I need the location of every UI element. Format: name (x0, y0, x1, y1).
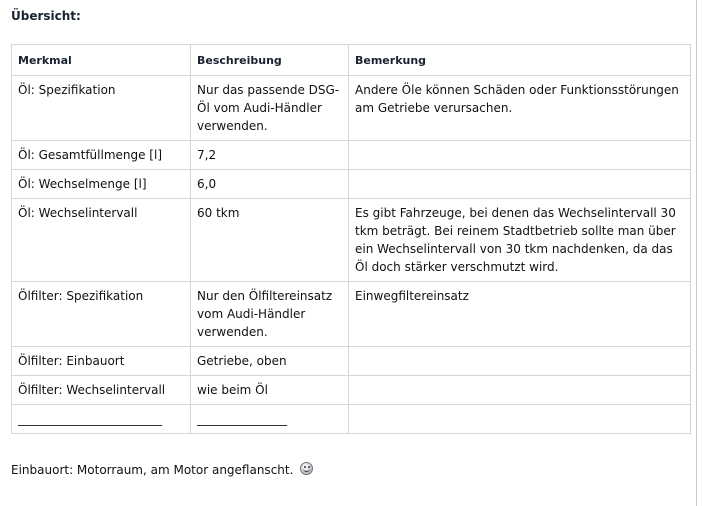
table-cell-bemerkung (349, 376, 691, 405)
table-cell-beschreibung: 7,2 (191, 141, 349, 170)
table-cell-merkmal: Öl: Wechselmenge [l] (12, 170, 191, 199)
column-header-merkmal: Merkmal (12, 45, 191, 76)
table-row (12, 282, 691, 347)
table-cell-beschreibung: _______________ (191, 405, 349, 434)
table-cell-beschreibung: wie beim Öl (191, 376, 349, 405)
smiley-icon (300, 462, 313, 475)
table-row (12, 376, 691, 405)
table-cell-bemerkung: Einwegfiltereinsatz (349, 282, 691, 347)
footnote (11, 462, 313, 477)
table-cell-merkmal: Ölfilter: Wechselintervall (12, 376, 191, 405)
table-row (12, 405, 691, 434)
table-row (12, 170, 691, 199)
table-row (12, 141, 691, 170)
column-header-bemerkung: Bemerkung (349, 45, 691, 76)
table-cell-bemerkung: Andere Öle können Schäden oder Funktionsstörungen am Getriebe verursachen. (349, 76, 691, 141)
table-cell-merkmal: Öl: Gesamtfüllmenge [l] (12, 141, 191, 170)
table-cell-merkmal: ________________________ (12, 405, 191, 434)
footnote-text: Einbauort: Motorraum, am Motor angeflanscht. (11, 463, 294, 477)
table-cell-bemerkung (349, 347, 691, 376)
table-cell-bemerkung (349, 141, 691, 170)
table-cell-beschreibung: Nur das passende DSG-Öl vom Audi-Händler verwenden. (191, 76, 349, 141)
table-cell-bemerkung (349, 405, 691, 434)
table-row (12, 76, 691, 141)
table-cell-beschreibung: Nur den Ölfiltereinsatz vom Audi-Händler verwenden. (191, 282, 349, 347)
table-row (12, 347, 691, 376)
overview-table (11, 44, 691, 434)
page-heading: Übersicht: (11, 9, 81, 23)
table-cell-merkmal: Öl: Wechselintervall (12, 199, 191, 282)
table-cell-bemerkung (349, 170, 691, 199)
table-cell-beschreibung: 60 tkm (191, 199, 349, 282)
table-cell-merkmal: Öl: Spezifikation (12, 76, 191, 141)
table-cell-beschreibung: 6,0 (191, 170, 349, 199)
column-header-beschreibung: Beschreibung (191, 45, 349, 76)
table-row (12, 199, 691, 282)
table-cell-bemerkung: Es gibt Fahrzeuge, bei denen das Wechselintervall 30 tkm beträgt. Bei reinem Stadtbetrieb sollte man über ein Wechselintervall von 30 tkm nachdenken, da das Öl doch stärker verschmutzt wird. (349, 199, 691, 282)
table-header-row (12, 45, 691, 76)
table-cell-merkmal: Ölfilter: Spezifikation (12, 282, 191, 347)
table-cell-beschreibung: Getriebe, oben (191, 347, 349, 376)
table-cell-merkmal: Ölfilter: Einbauort (12, 347, 191, 376)
